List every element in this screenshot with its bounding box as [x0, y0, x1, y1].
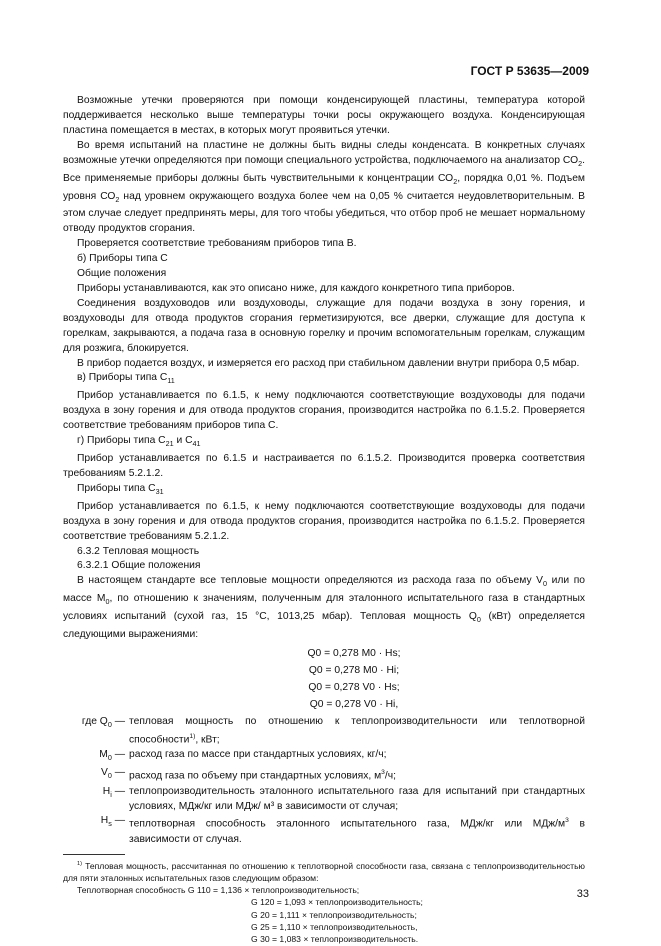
definition-row [63, 715, 585, 748]
definition-symbol: $M_0$ — [99, 749, 125, 763]
definition-symbol: где $Q_0$ — [81, 716, 125, 730]
paragraph: Приборы устанавливаются, как это описано ниже, для каждого конкретного типа приборов. [77, 283, 515, 295]
formula-block [63, 645, 585, 713]
paragraph-heat-output: В настоящем стандарте все тепловые мощности определяются из расхода газа по объему $V_0$ или по массе $М_0$, по отношению к значениям, полученным для эталонного испытательного газа в стандартных условиях испытаний (сухой газ, 15 °С, 1013,25 мбар). Тепловая мощность $Q_0$ (кВт) определяется следующими выражениями: [63, 575, 585, 641]
footnote-ratio: G 20 = 1,111 × теплопроизводительность; [251, 909, 417, 920]
subheading: г) Приборы типа $С_{21}$ и $С_{41}$ [77, 435, 201, 449]
definition-row [63, 814, 585, 847]
definition-text: расход газа по массе при стандартных условиях, кг/ч; [129, 749, 387, 761]
subheading: б) Приборы типа С [77, 253, 168, 265]
paragraph: В прибор подается воздух, и измеряется его расход при стабильном давлении внутри прибора 0,5 мбар. [77, 357, 580, 369]
paragraph: Прибор устанавливается по 6.1.5, к нему подключаются соответствующие воздуховоды для подачи воздуха в зону горения и для отвода продуктов сгорания, производится настройка по 6.1.5.2. Проверяется соответствие требованиям приборов типа С. [63, 390, 585, 432]
section-heading: 6.3.2.1 Общие положения [77, 560, 201, 572]
page-body [63, 94, 585, 946]
formula: Q0 = 0,278 M0 · Hs; [307, 648, 401, 660]
page-number: 33 [576, 888, 589, 900]
formula: Q0 = 0,278 M0 · Hi; [308, 665, 400, 677]
footnote-ratios [63, 896, 585, 945]
formula: Q0 = 0,278 V0 · Hs; [308, 682, 400, 694]
definition-text: тепловая мощность по отношению к теплопроизводительности или теплотворной способности$^{1)}$, кВт; [129, 716, 585, 746]
paragraph: Прибор устанавливается по 6.1.5, к нему подключаются соответствующие воздуховоды для подачи воздуха в зону горения и для отвода продуктов сгорания, производится настройка по 6.1.5.2. Проверяется соответствие требованиям 5.2.1.2. [63, 500, 585, 542]
subheading: Приборы типа $С_{31}$ [77, 482, 164, 496]
standard-header: ГОСТ Р 53635—2009 [470, 64, 589, 78]
paragraph: Прибор устанавливается по 6.1.5 и настраивается по 6.1.5.2. Производится проверка соответствия требованиям 5.2.1.2. [63, 453, 585, 479]
definition-symbol: $H_i$ — [102, 785, 125, 799]
paragraph: Возможные утечки проверяются при помощи конденсирующей пластины, температура которой поддерживается несколько выше температуры точки росы окружающего воздуха. Конденсирующая пластина помещается в местах, в которых могут проявиться утечки. [63, 95, 585, 136]
formula: Q0 = 0,278 V0 · Hi, [309, 699, 399, 711]
footnote-line: Теплотворная способность G 110 = 1,136 × теплопроизводительность; [77, 885, 360, 896]
definition-text: теплотворная способность эталонного испытательного газа, МДж/кг или МДж/$м^3$ в зависимости от случая. [129, 817, 585, 845]
definition-row [63, 785, 585, 815]
paragraph-co2: Во время испытаний на пластине не должны быть видны следы конденсата. В конкретных случаях возможные утечки определяются при помощи специального устройства, подключаемого на анализатор $СО_2$. Все применяемые приборы должны быть чувствительными к концентрации $СО_2$, порядка 0,01 %. Подъем уровня $СО_2$ над уровнем окружающего воздуха более чем на 0,05 % считается неудовлетворительным. В этом случае следует предпринять меры, для того чтобы убедиться, что отбор проб не мешает нормальному отводу продуктов сгорания. [63, 139, 585, 235]
footnote-ratio: G 120 = 1,093 × теплопроизводительность; [251, 897, 423, 908]
subheading: Общие положения [77, 268, 167, 280]
paragraph: Соединения воздуховодов или воздуховоды, служащие для подачи воздуха в зону горения, и воздуховоды для отвода продуктов сгорания герметизируются, все дверки, служащие для доступа к горелкам, закрываются, а подача газа в основную горелку и прочим вспомогательным горелкам, служащим для розжига, блокируется. [63, 297, 585, 354]
subheading: в) Приборы типа $С_{11}$ [77, 372, 175, 386]
footnote-ratio: G 25 = 1,110 × теплопроизводительность, [251, 922, 418, 933]
footnote-ratio: G 30 = 1,083 × теплопроизводительность. [251, 934, 419, 945]
definition-symbol: $V_0$ — [100, 767, 125, 781]
definition-text: теплопроизводительность эталонного испытательного газа для испытаний при стандартных условиях, МДж/кг или МДж/ м³ в зависимости от случая; [129, 785, 585, 812]
definition-text: расход газа по объему при стандартных условиях, $м^3/ч$; [129, 769, 396, 782]
definition-row [63, 748, 585, 766]
definition-row [63, 766, 585, 784]
section-heading: 6.3.2 Тепловая мощность [77, 545, 200, 557]
footnote-divider [63, 854, 125, 855]
definitions-list [63, 715, 585, 848]
definition-symbol: $H_s$ — [100, 815, 125, 829]
paragraph: Проверяется соответствие требованиям приборов типа В. [77, 238, 357, 250]
footnote: $^{1)}$ Тепловая мощность, рассчитанная по отношению к теплотворной способности газа, связана с теплопроизводительностью для пяти эталонных испытательных газов следующим образом: [63, 860, 586, 883]
